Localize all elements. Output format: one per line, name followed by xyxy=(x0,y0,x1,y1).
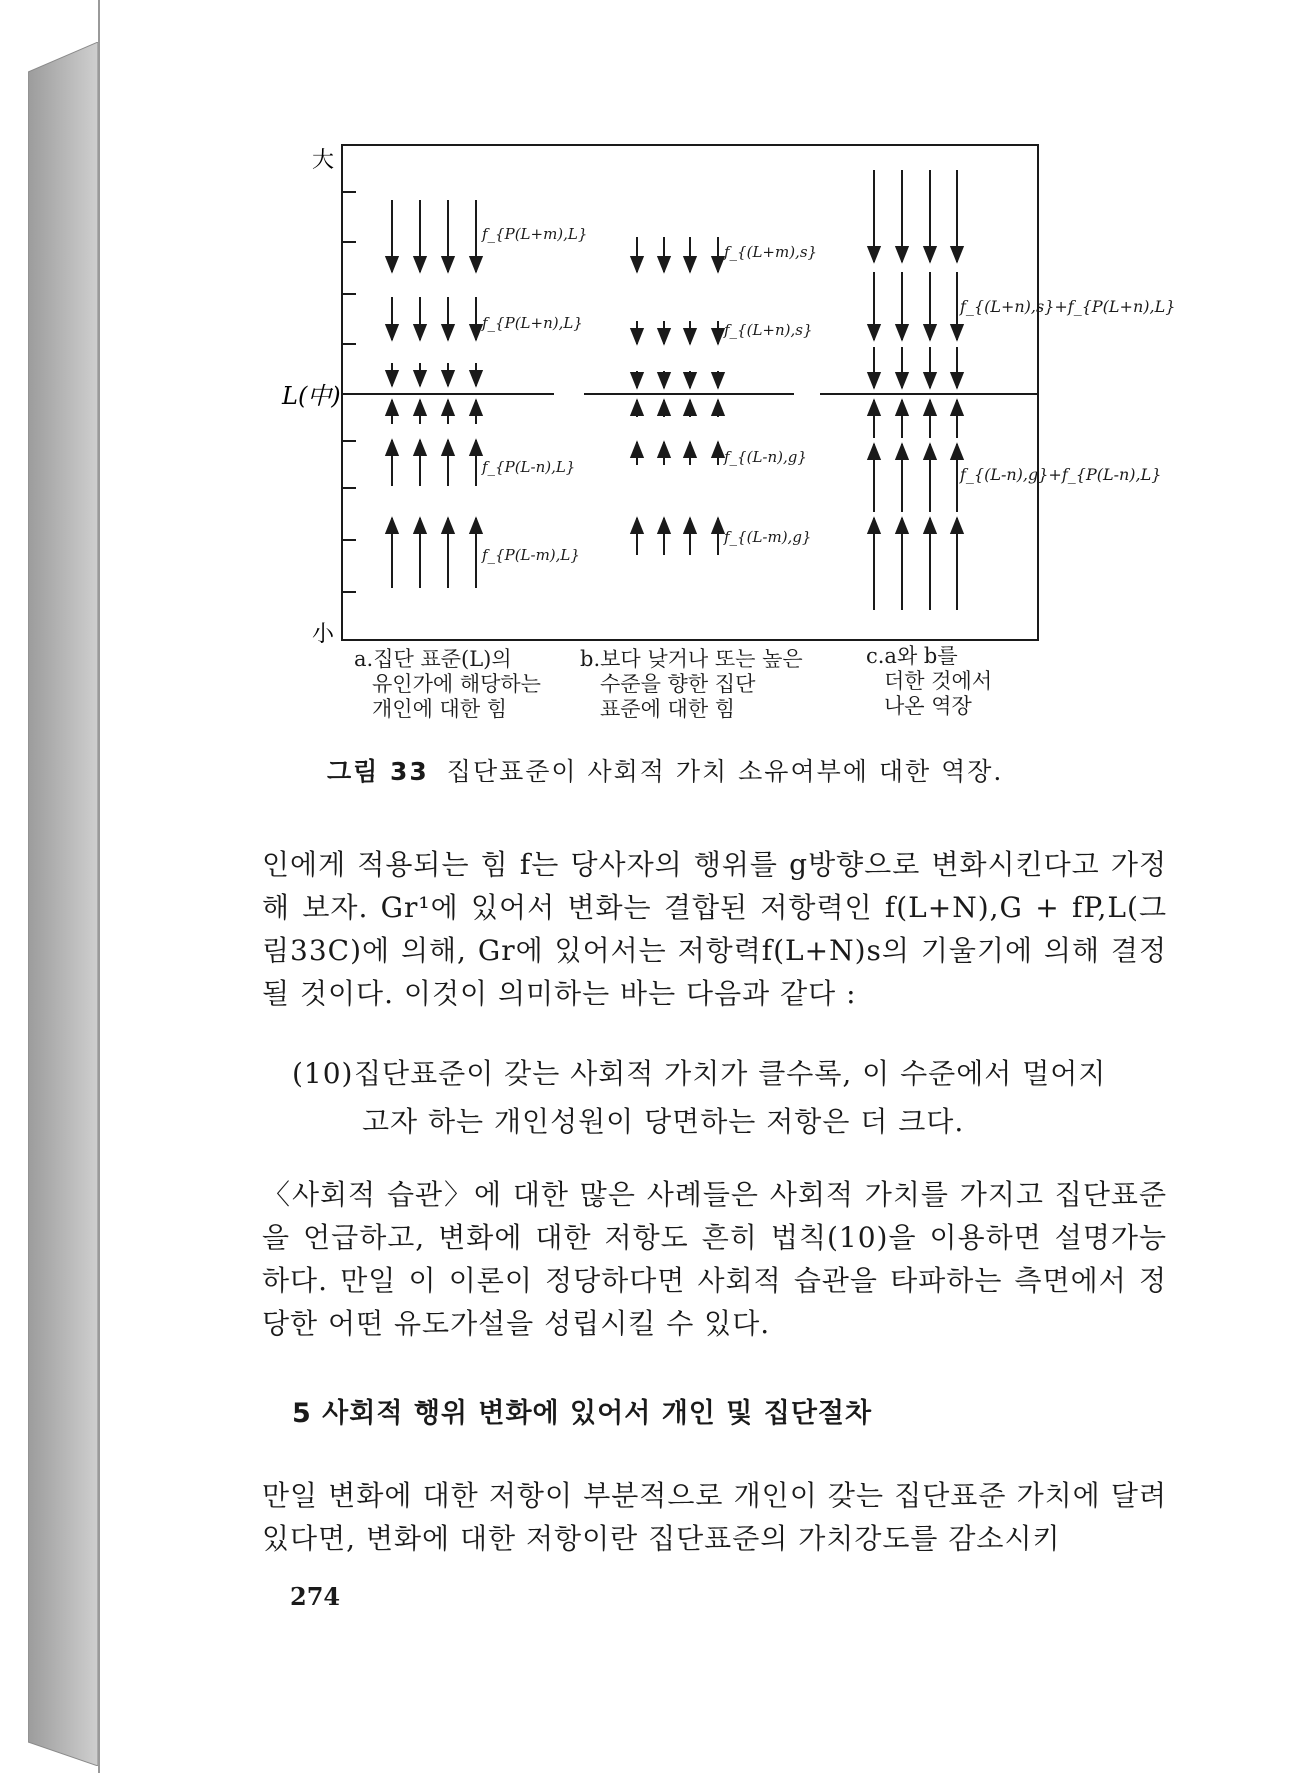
panel-c-caption-3: 나온 역장 xyxy=(884,694,972,718)
arrow-row-c-2 xyxy=(874,272,957,340)
panel-a-caption-3: 개인에 대한 힘 xyxy=(372,697,508,721)
section-heading: 5 사회적 행위 변화에 있어서 개인 및 집단절차 xyxy=(292,1398,873,1429)
y-axis-mid-label: L(中) xyxy=(282,382,341,410)
law-number: (10) xyxy=(292,1057,354,1090)
panel-c xyxy=(874,170,957,610)
arrow-row-b-1 xyxy=(637,237,718,272)
arrow-row-c-3 xyxy=(874,347,957,388)
page-number: 274 xyxy=(290,1582,341,1611)
paragraph-2-text: 〈사회적 습관〉에 대한 많은 사례들은 사회적 가치를 가지고 집단표준을 언급하고, 변화에 대한 저항도 흔히 법칙(10)을 이용하면 설명가능하다. 만일 이 이론이 정당하다면 사회적 습관을 타파하는 측면에서 정당한 어떤 유도가설을 성립시킬 수 있다. xyxy=(262,1178,1167,1340)
paragraph-2 xyxy=(262,1173,1167,1345)
force-label-c-1: f_{(L+n),s}+f_{P(L+n),L} xyxy=(960,297,1176,316)
panel-b-caption-2: 수준을 향한 집단 xyxy=(600,672,756,696)
force-label-b-3: f_{(L-n),g} xyxy=(724,448,807,466)
force-label-b-1: f_{(L+m),s} xyxy=(724,243,818,261)
arrow-row-b-6 xyxy=(637,518,718,555)
force-label-a-4: f_{P(L-m),L} xyxy=(482,546,580,564)
arrow-row-a-6 xyxy=(392,518,476,588)
force-label-a-1: f_{P(L+m),L} xyxy=(482,225,588,243)
arrow-row-a-5 xyxy=(392,440,476,486)
figure-caption xyxy=(327,752,1003,788)
y-axis-ticks xyxy=(342,192,356,592)
arrow-row-b-2 xyxy=(637,321,718,344)
force-label-b-2: f_{(L+n),s} xyxy=(724,321,813,339)
panel-b-caption-1: b.보다 낮거나 또는 높은 xyxy=(580,647,803,671)
panel-a-caption-2: 유인가에 해당하는 xyxy=(372,672,541,696)
arrow-row-a-4 xyxy=(392,400,476,424)
figure-frame xyxy=(342,145,1038,640)
arrow-row-a-1 xyxy=(392,200,476,272)
paragraph-1-text: 인에게 적용되는 힘 f는 당사자의 행위를 g방향으로 변화시킨다고 가정해 보자. Gr¹에 있어서 변화는 결합된 저항력인 f(L+N),G + fP,L(그림33C)에 의해, Gr에 있어서는 저항력f(L+N)s의 기울기에 의해 결정될 것이다. 이것이 의미하는 바는 다음과 같다 : xyxy=(262,848,1167,1010)
force-label-a-2: f_{P(L+n),L} xyxy=(482,314,583,332)
arrow-row-c-1 xyxy=(874,170,957,262)
law-statement xyxy=(292,1050,1167,1146)
panel-a-caption-1: a.집단 표준(L)의 xyxy=(354,647,512,671)
force-label-c-2: f_{(L-n),g}+f_{P(L-n),L} xyxy=(960,465,1162,484)
force-label-b-4: f_{(L-m),g} xyxy=(724,528,812,546)
figure-caption-text: 집단표준이 사회적 가치 소유여부에 대한 역장. xyxy=(446,757,1004,786)
y-axis-top-label: 大 xyxy=(312,148,335,173)
law-line-2: 고자 하는 개인성원이 당면하는 저항은 더 크다. xyxy=(362,1105,965,1138)
arrow-row-a-3 xyxy=(392,363,476,386)
panel-b xyxy=(637,237,718,555)
arrow-row-b-5 xyxy=(637,442,718,465)
paragraph-3-text: 만일 변화에 대한 저항이 부분적으로 개인이 갖는 집단표준 가치에 달려있다면, 변화에 대한 저항이란 집단표준의 가치강도를 감소시키 xyxy=(262,1479,1167,1555)
force-field-figure xyxy=(0,0,1292,740)
paragraph-3 xyxy=(262,1474,1167,1560)
arrow-row-a-2 xyxy=(392,297,476,340)
arrow-row-c-4 xyxy=(874,400,957,438)
y-axis xyxy=(281,145,1038,647)
figure-caption-label: 그림 33 xyxy=(327,757,429,786)
arrow-row-b-4 xyxy=(637,400,718,417)
force-label-a-3: f_{P(L-n),L} xyxy=(482,458,576,476)
panel-c-caption-1: c.a와 b를 xyxy=(866,644,958,668)
panel-b-caption-3: 표준에 대한 힘 xyxy=(600,697,736,721)
panel-c-caption-2: 더한 것에서 xyxy=(884,669,993,693)
arrow-row-c-5 xyxy=(874,444,957,512)
arrow-row-b-3 xyxy=(637,371,718,388)
law-line-1: 집단표준이 갖는 사회적 가치가 클수록, 이 수준에서 멀어지 xyxy=(354,1057,1107,1090)
y-axis-bottom-label: 小 xyxy=(312,622,335,647)
paragraph-1 xyxy=(262,843,1167,1015)
arrow-row-c-6 xyxy=(874,518,957,610)
